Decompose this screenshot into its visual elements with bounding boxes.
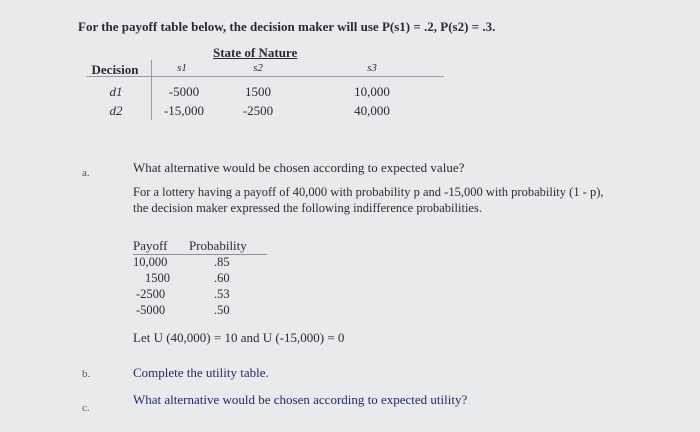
part-a-label: a. bbox=[82, 167, 90, 179]
table-cell-d2-s2: -2500 bbox=[242, 103, 274, 118]
table-cell-d2-s1: -15,000 bbox=[163, 103, 205, 118]
part-c-question: What alternative would be chosen according to expected utility? bbox=[133, 392, 468, 407]
table-row-d1-label: d1 bbox=[109, 84, 123, 99]
lottery-description-line2: the decision maker expressed the following indifference probabilities. bbox=[133, 201, 482, 215]
lottery-description-line1: For a lottery having a payoff of 40,000 with probability p and -15,000 with probability (1 - p), bbox=[133, 185, 604, 199]
decision-header: Decision bbox=[91, 62, 139, 77]
utility-note: Let U (40,000) = 10 and U (-15,000) = 0 bbox=[133, 330, 345, 345]
prob-row-4-prob: .50 bbox=[214, 303, 230, 317]
prob-row-2-payoff: 1500 bbox=[145, 271, 170, 285]
prob-row-3-payoff: -2500 bbox=[136, 287, 166, 301]
prob-row-2-prob: .60 bbox=[214, 271, 230, 285]
intro-sentence bbox=[78, 19, 495, 35]
prob-row-4-payoff: -5000 bbox=[136, 303, 166, 317]
prob-row-1-prob: .85 bbox=[214, 255, 230, 269]
table-row-d2-label: d2 bbox=[109, 103, 123, 118]
table-cell-d1-s1: -5000 bbox=[168, 84, 200, 99]
part-b-question: Complete the utility table. bbox=[133, 365, 269, 380]
prob-row-3-prob: .53 bbox=[214, 287, 230, 301]
part-c-label: c. bbox=[82, 402, 90, 414]
prob-table-header-payoff: Payoff bbox=[133, 238, 168, 253]
state-col-s1: s1 bbox=[177, 62, 187, 74]
intro-prefix: For the payoff table below, the decision maker will use bbox=[78, 19, 382, 34]
table-cell-d1-s3: 10,000 bbox=[354, 84, 390, 99]
prob-table-header-probability: Probability bbox=[189, 238, 247, 253]
part-a-question: What alternative would be chosen according to expected value? bbox=[133, 160, 465, 175]
state-of-nature-header: State of Nature bbox=[213, 45, 298, 60]
intro-probabilities: P(s1) = .2, P(s2) = .3. bbox=[381, 19, 496, 34]
prob-row-1-payoff: 10,000 bbox=[133, 255, 168, 269]
table-cell-d1-s2: 1500 bbox=[245, 84, 271, 99]
part-b-label: b. bbox=[82, 368, 91, 380]
state-col-s3: s3 bbox=[367, 62, 377, 74]
table-cell-d2-s3: 40,000 bbox=[354, 103, 390, 118]
state-col-s2: s2 bbox=[253, 62, 263, 74]
